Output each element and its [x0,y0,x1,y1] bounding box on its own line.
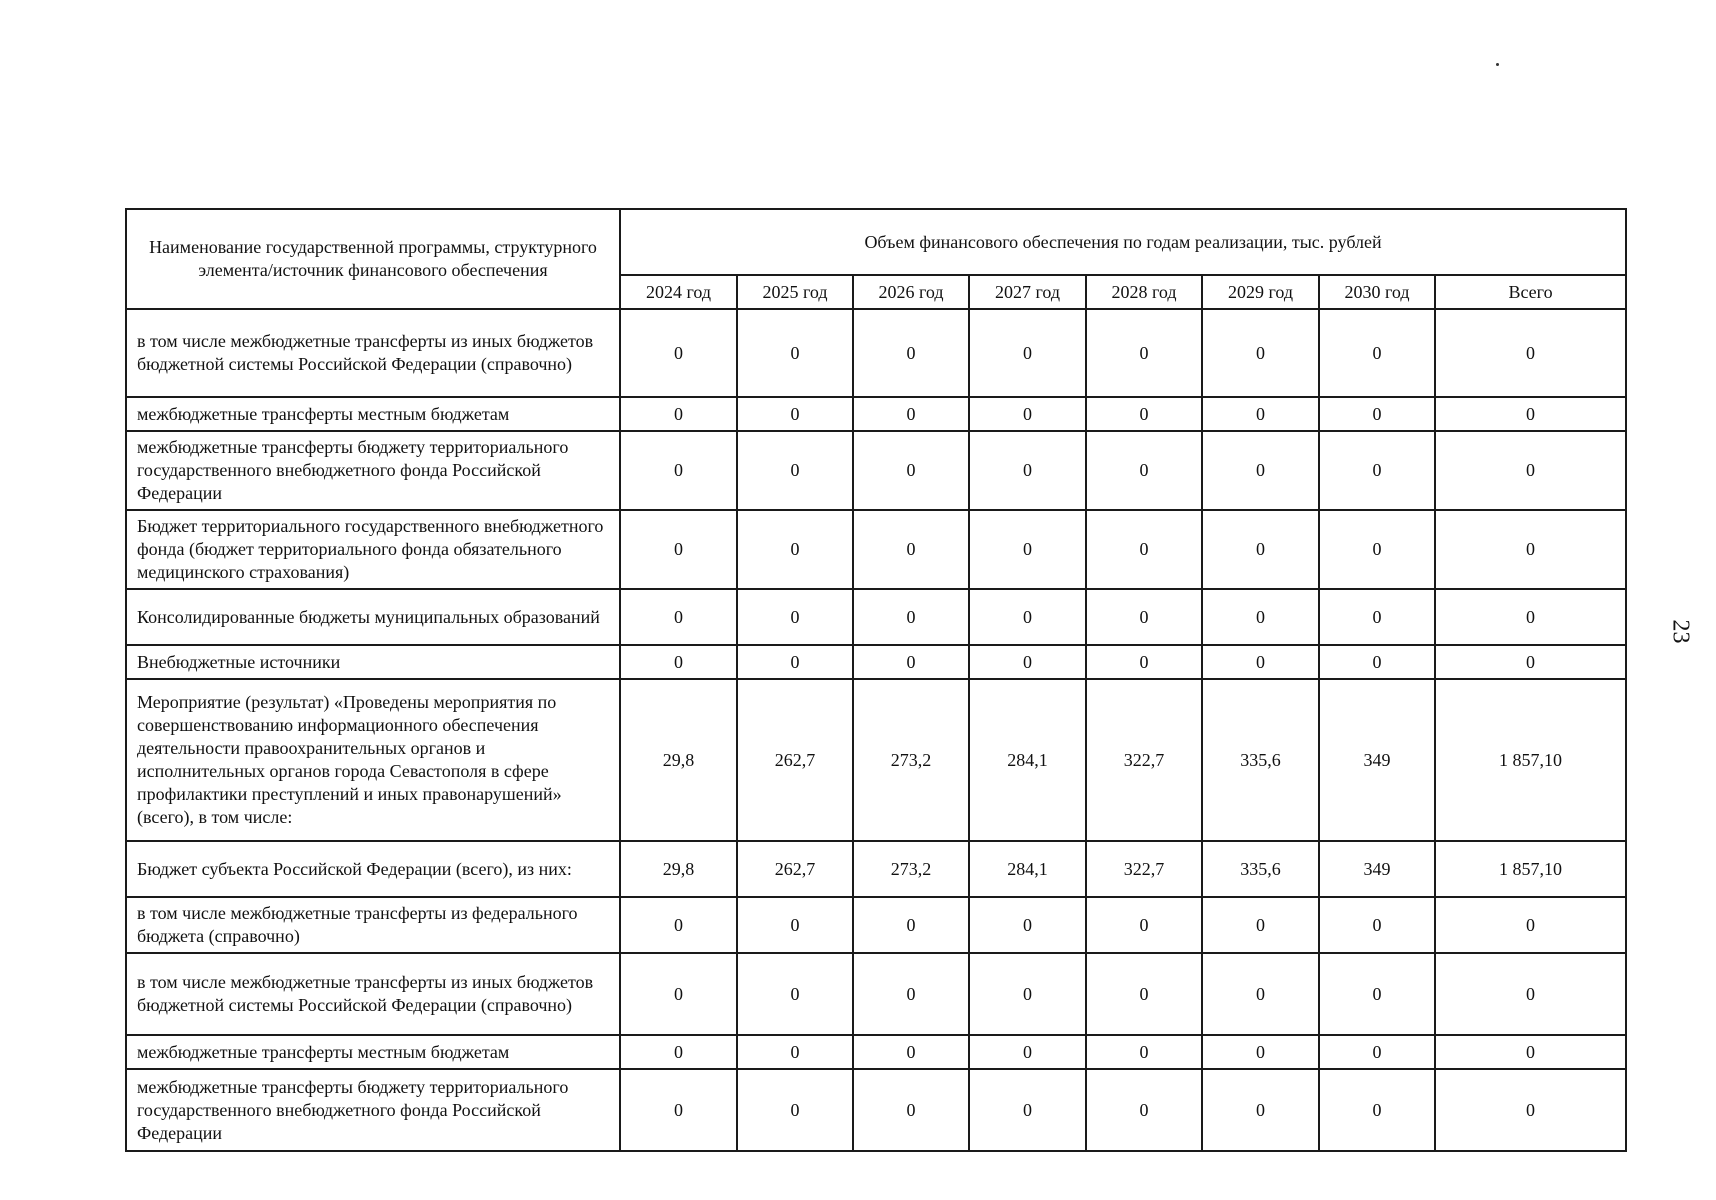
row-total-value: 0 [1435,309,1626,397]
row-year-value: 0 [1319,397,1435,431]
row-year-value: 0 [620,953,737,1035]
table-row [126,679,1626,841]
row-year-value: 0 [853,431,969,510]
row-year-value: 0 [969,897,1086,953]
row-year-value: 0 [1202,1035,1319,1069]
row-year-value: 0 [620,1069,737,1151]
row-year-value: 0 [1202,953,1319,1035]
row-year-value: 0 [1086,897,1202,953]
row-label: Бюджет субъекта Российской Федерации (всего), из них: [126,841,620,897]
row-year-value: 0 [737,397,853,431]
row-total-value: 0 [1435,510,1626,589]
row-label: межбюджетные трансферты местным бюджетам [126,397,620,431]
row-year-value: 0 [1202,897,1319,953]
row-year-value: 0 [737,309,853,397]
row-year-value: 335,6 [1202,841,1319,897]
row-year-value: 262,7 [737,679,853,841]
row-year-value: 0 [1086,397,1202,431]
row-year-value: 0 [1202,1069,1319,1151]
header-volume-title: Объем финансового обеспечения по годам реализации, тыс. рублей [620,209,1626,275]
row-label: Внебюджетные источники [126,645,620,679]
row-year-value: 0 [1319,431,1435,510]
row-year-value: 322,7 [1086,679,1202,841]
row-total-value: 1 857,10 [1435,841,1626,897]
row-year-value: 0 [1086,1035,1202,1069]
row-label: Бюджет территориального государственного внебюджетного фонда (бюджет территориального фонда обязательного медицинского страхования) [126,510,620,589]
row-label: в том числе межбюджетные трансферты из иных бюджетов бюджетной системы Российской Федерации (справочно) [126,953,620,1035]
header-total: Всего [1435,275,1626,309]
table-row [126,589,1626,645]
row-year-value: 0 [1202,397,1319,431]
row-year-value: 0 [1202,645,1319,679]
scan-speck [1496,63,1499,66]
row-total-value: 0 [1435,431,1626,510]
row-year-value: 0 [853,397,969,431]
table-row [126,841,1626,897]
row-total-value: 1 857,10 [1435,679,1626,841]
row-year-value: 262,7 [737,841,853,897]
header-year: 2030 год [1319,275,1435,309]
row-year-value: 0 [737,953,853,1035]
row-year-value: 0 [620,309,737,397]
row-label: Мероприятие (результат) «Проведены мероприятия по совершенствованию информационного обеспечения деятельности правоохранительных органов и исполнительных органов города Севастополя в сфере профилактики преступлений и иных правонарушений» (всего), в том числе: [126,679,620,841]
row-year-value: 0 [737,510,853,589]
row-year-value: 0 [1086,589,1202,645]
row-year-value: 0 [1086,645,1202,679]
row-year-value: 0 [737,1069,853,1151]
header-year: 2028 год [1086,275,1202,309]
row-year-value: 0 [620,1035,737,1069]
header-year: 2026 год [853,275,969,309]
row-year-value: 0 [969,589,1086,645]
row-year-value: 0 [969,431,1086,510]
row-year-value: 0 [1319,589,1435,645]
header-year: 2024 год [620,275,737,309]
row-year-value: 0 [1202,431,1319,510]
row-year-value: 0 [737,431,853,510]
row-year-value: 0 [1086,309,1202,397]
financing-table [125,208,1627,1152]
table-header [126,209,1626,309]
row-year-value: 0 [969,1069,1086,1151]
row-total-value: 0 [1435,1069,1626,1151]
table-body [126,309,1626,1151]
row-year-value: 0 [620,431,737,510]
table-row [126,510,1626,589]
row-year-value: 322,7 [1086,841,1202,897]
row-total-value: 0 [1435,397,1626,431]
row-year-value: 0 [853,953,969,1035]
row-year-value: 0 [969,397,1086,431]
row-total-value: 0 [1435,1035,1626,1069]
row-year-value: 0 [620,589,737,645]
row-year-value: 0 [969,309,1086,397]
row-year-value: 284,1 [969,679,1086,841]
row-year-value: 0 [969,953,1086,1035]
row-year-value: 0 [1319,953,1435,1035]
row-year-value: 0 [1086,431,1202,510]
row-year-value: 0 [1319,309,1435,397]
row-year-value: 29,8 [620,679,737,841]
row-year-value: 0 [853,1069,969,1151]
row-year-value: 0 [853,897,969,953]
table-row [126,309,1626,397]
row-total-value: 0 [1435,645,1626,679]
row-year-value: 29,8 [620,841,737,897]
page-number: 23 [1667,619,1694,644]
row-label: межбюджетные трансферты местным бюджетам [126,1035,620,1069]
row-year-value: 0 [1319,1069,1435,1151]
row-year-value: 0 [1319,897,1435,953]
table-row [126,1069,1626,1151]
row-year-value: 0 [620,897,737,953]
row-year-value: 0 [737,897,853,953]
row-year-value: 0 [1202,510,1319,589]
row-year-value: 349 [1319,841,1435,897]
table-row [126,397,1626,431]
row-year-value: 0 [853,510,969,589]
row-year-value: 0 [1202,589,1319,645]
row-year-value: 0 [853,589,969,645]
row-year-value: 0 [853,309,969,397]
row-year-value: 349 [1319,679,1435,841]
row-year-value: 273,2 [853,679,969,841]
row-year-value: 0 [1086,953,1202,1035]
row-label: межбюджетные трансферты бюджету территориального государственного внебюджетного фонда Российской Федерации [126,431,620,510]
row-year-value: 0 [737,1035,853,1069]
table-row [126,645,1626,679]
row-year-value: 0 [969,1035,1086,1069]
header-year: 2027 год [969,275,1086,309]
row-label: межбюджетные трансферты бюджету территориального государственного внебюджетного фонда Российской Федерации [126,1069,620,1151]
row-year-value: 0 [1319,510,1435,589]
header-year: 2025 год [737,275,853,309]
row-total-value: 0 [1435,589,1626,645]
table-row [126,953,1626,1035]
row-year-value: 0 [620,397,737,431]
table-row [126,897,1626,953]
row-label: в том числе межбюджетные трансферты из иных бюджетов бюджетной системы Российской Федерации (справочно) [126,309,620,397]
row-total-value: 0 [1435,897,1626,953]
row-year-value: 0 [1086,1069,1202,1151]
row-year-value: 0 [1319,645,1435,679]
row-year-value: 0 [1202,309,1319,397]
row-year-value: 0 [969,510,1086,589]
row-year-value: 0 [969,645,1086,679]
row-year-value: 0 [620,645,737,679]
row-label: Консолидированные бюджеты муниципальных образований [126,589,620,645]
row-year-value: 0 [853,645,969,679]
row-year-value: 284,1 [969,841,1086,897]
row-year-value: 0 [853,1035,969,1069]
header-name-column: Наименование государственной программы, структурного элемента/источник финансового обеспечения [126,209,620,309]
row-year-value: 0 [1086,510,1202,589]
table-row [126,1035,1626,1069]
header-year: 2029 год [1202,275,1319,309]
row-year-value: 0 [620,510,737,589]
row-year-value: 335,6 [1202,679,1319,841]
row-year-value: 0 [737,645,853,679]
row-label: в том числе межбюджетные трансферты из федерального бюджета (справочно) [126,897,620,953]
row-total-value: 0 [1435,953,1626,1035]
row-year-value: 0 [737,589,853,645]
row-year-value: 0 [1319,1035,1435,1069]
table-row [126,431,1626,510]
row-year-value: 273,2 [853,841,969,897]
